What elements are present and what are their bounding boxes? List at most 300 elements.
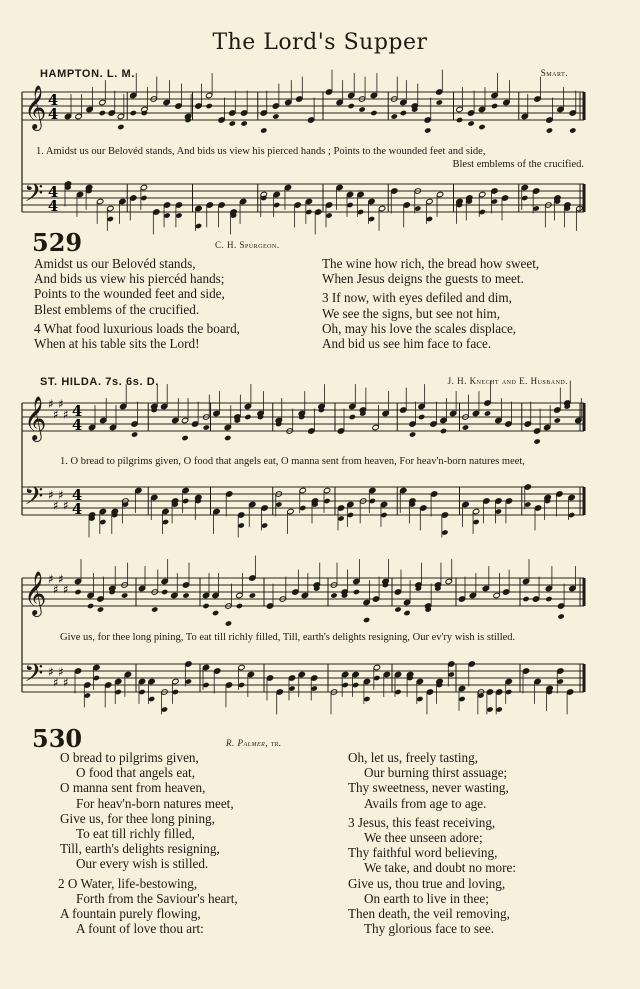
note-head: [363, 617, 370, 623]
time-signature-top: 4: [72, 403, 83, 420]
note-head: [205, 92, 212, 98]
note-head: [478, 106, 485, 112]
note-head: [172, 417, 179, 423]
note-head: [409, 421, 416, 427]
note-head: [534, 505, 541, 511]
verse-line: Our every wish is stilled.: [76, 856, 209, 872]
note-head: [240, 120, 247, 126]
note-head: [330, 592, 337, 598]
note-head: [449, 410, 456, 416]
note-head: [117, 124, 124, 130]
note-head: [214, 668, 221, 674]
note-head: [175, 202, 182, 208]
note-head: [172, 689, 179, 695]
note-head: [420, 505, 427, 511]
verse-line: O manna sent from heaven,: [60, 780, 206, 796]
note-head: [545, 596, 552, 602]
note-head: [337, 505, 344, 511]
note-head: [161, 578, 168, 584]
note-head: [284, 184, 291, 190]
note-head: [225, 620, 232, 626]
verse-line: Give us, thou true and loving,: [348, 875, 506, 891]
note-head: [75, 113, 82, 119]
note-head: [556, 491, 563, 497]
note-head: [543, 424, 550, 430]
note-head: [97, 596, 104, 602]
verse-line: Oh, let us, freely tasting,: [348, 750, 479, 765]
note-head: [495, 417, 502, 423]
note-head: [566, 689, 573, 695]
note-head: [479, 209, 486, 215]
note-head: [426, 689, 433, 695]
verse-line: We take, and doubt no more:: [364, 860, 517, 876]
note-head: [505, 678, 512, 684]
note-head: [120, 403, 127, 409]
verse-line: Our burning thirst assuage;: [364, 765, 508, 781]
note-head: [522, 668, 529, 674]
note-head: [554, 417, 561, 423]
interlinear-lyric-continued: Blest emblems of the crucified.: [452, 159, 584, 170]
note-head: [491, 198, 498, 204]
note-head: [416, 696, 423, 702]
note-head: [532, 188, 539, 194]
verse-line: O bread to pilgrims given,: [60, 750, 199, 765]
note-head: [373, 664, 380, 670]
note-head: [380, 512, 387, 518]
note-head: [378, 205, 385, 211]
note-head: [409, 431, 416, 437]
note-head: [469, 592, 476, 598]
note-head: [568, 494, 575, 500]
note-head: [135, 487, 142, 493]
note-head: [272, 113, 279, 119]
note-head: [182, 582, 189, 588]
note-head: [218, 117, 225, 123]
note-head: [244, 403, 251, 409]
note-head: [521, 113, 528, 119]
note-head: [545, 585, 552, 591]
note-head: [236, 592, 243, 598]
note-head: [557, 106, 564, 112]
verse-line: We thee unseen adore;: [364, 830, 483, 846]
note-head: [370, 92, 377, 98]
note-head: [247, 671, 254, 677]
verse-line: 2 O Water, life-bestowing,: [58, 875, 198, 891]
note-head: [238, 512, 245, 518]
note-head: [403, 202, 410, 208]
note-head: [372, 596, 379, 602]
note-head: [87, 592, 94, 598]
note-head: [569, 127, 576, 133]
note-head: [213, 410, 220, 416]
note-head: [462, 501, 469, 507]
note-head: [467, 120, 474, 126]
note-head: [182, 487, 189, 493]
note-head: [400, 407, 407, 413]
note-head: [524, 421, 531, 427]
note-head: [575, 417, 582, 423]
note-head: [495, 706, 502, 712]
author-credit: R. Palmer, tr.: [226, 738, 282, 748]
note-head: [93, 664, 100, 670]
tune-name-st-hilda: ST. HILDA. 7s. 6s. D.: [40, 376, 159, 388]
note-head: [353, 589, 360, 595]
note-head: [391, 113, 398, 119]
note-head: [462, 424, 469, 430]
verse-line: Points to the wounded feet and side,: [34, 286, 225, 302]
note-head: [363, 696, 370, 702]
note-head: [140, 195, 147, 201]
note-head: [276, 689, 283, 695]
note-head: [299, 487, 306, 493]
note-head: [503, 99, 510, 105]
key-sharp: ♯: [63, 675, 69, 690]
note-head: [97, 606, 104, 612]
note-head: [130, 110, 137, 116]
note-head: [424, 127, 431, 133]
note-head: [323, 498, 330, 504]
note-head: [349, 403, 356, 409]
note-head: [87, 603, 94, 609]
key-sharp: ♯: [53, 675, 59, 690]
note-head: [131, 431, 138, 437]
note-head: [161, 589, 168, 595]
note-head: [119, 198, 126, 204]
note-head: [162, 508, 169, 514]
note-head: [229, 110, 236, 116]
note-head: [400, 110, 407, 116]
note-head: [171, 592, 178, 598]
time-signature-top: 4: [48, 184, 59, 201]
note-head: [502, 589, 509, 595]
note-head: [373, 675, 380, 681]
note-head: [546, 117, 553, 123]
note-head: [495, 498, 502, 504]
key-sharp: ♯: [58, 487, 64, 502]
note-head: [240, 110, 247, 116]
note-head: [532, 205, 539, 211]
verse-line: Blest emblems of the crucified.: [34, 301, 200, 317]
note-head: [238, 682, 245, 688]
note-head: [448, 671, 455, 677]
note-head: [115, 689, 122, 695]
note-head: [440, 417, 447, 423]
note-head: [441, 512, 448, 518]
verse-line: 3 If now, with eyes defiled and dim,: [322, 290, 512, 306]
note-head: [124, 671, 131, 677]
interlinear-lyric-2: Give us, for thee long pining, To eat till richly filled, Till, earth's delights resigning, Our ev'ry wish is stilled.: [60, 632, 516, 643]
note-head: [347, 501, 354, 507]
note-head: [202, 592, 209, 598]
note-head: [261, 522, 268, 528]
verse-line: Thy sweetness, never wasting,: [348, 780, 509, 796]
note-head: [400, 487, 407, 493]
verse-line: Then death, the veil removing,: [348, 906, 510, 922]
note-head: [224, 424, 231, 430]
note-head: [363, 678, 370, 684]
note-head: [557, 668, 564, 674]
note-head: [346, 191, 353, 197]
note-head: [524, 484, 531, 490]
verse-line: Forth from the Saviour's heart,: [76, 890, 238, 906]
note-head: [195, 205, 202, 211]
key-sharp: ♯: [58, 664, 64, 679]
note-head: [557, 613, 564, 619]
note-head: [151, 606, 158, 612]
note-head: [224, 435, 231, 441]
note-head: [138, 689, 145, 695]
note-head: [308, 428, 315, 434]
note-head: [491, 188, 498, 194]
note-head: [467, 110, 474, 116]
note-head: [115, 678, 122, 684]
note-head: [74, 668, 81, 674]
note-head: [138, 585, 145, 591]
note-head: [363, 599, 370, 605]
note-head: [472, 410, 479, 416]
note-head: [576, 205, 583, 211]
note-head: [185, 678, 192, 684]
note-head: [76, 191, 83, 197]
note-head: [482, 585, 489, 591]
note-head: [505, 498, 512, 504]
verse-line: Oh, may his love the scales displace,: [322, 320, 517, 336]
note-head: [163, 99, 170, 105]
note-head: [323, 487, 330, 493]
note-head: [272, 103, 279, 109]
note-head: [99, 99, 106, 105]
note-head: [436, 191, 443, 197]
note-head: [369, 498, 376, 504]
note-head: [441, 529, 448, 535]
composer-credit: Smart.: [540, 68, 568, 78]
note-head: [249, 575, 256, 581]
treble-staff: [22, 92, 584, 120]
note-head: [238, 522, 245, 528]
interlinear-lyric-1: 1. O bread to pilgrims given, O food that angels eat, O manna sent from heaven, For heav'n-born natures meet,: [60, 456, 525, 467]
note-head: [93, 675, 100, 681]
note-head: [456, 106, 463, 112]
note-head: [352, 671, 359, 677]
note-head: [130, 92, 137, 98]
note-head: [472, 519, 479, 525]
verse-line: And bid us see him face to face.: [322, 336, 492, 352]
note-head: [522, 596, 529, 602]
note-head: [273, 191, 280, 197]
note-head: [440, 428, 447, 434]
note-head: [533, 438, 540, 444]
verse-line: The wine how rich, the bread how sweet,: [322, 256, 540, 271]
verses-right: [322, 256, 539, 351]
note-head: [244, 414, 251, 420]
note-head: [74, 589, 81, 595]
note-head: [458, 685, 465, 691]
note-head: [307, 117, 314, 123]
note-head: [96, 198, 103, 204]
note-head: [403, 610, 410, 616]
composer-credit: J. H. Knecht and E. Husband.: [447, 376, 568, 386]
note-head: [325, 202, 332, 208]
note-head: [175, 212, 182, 218]
verse-line: Thy glorious face to see.: [364, 921, 495, 937]
note-head: [430, 491, 437, 497]
note-head: [273, 202, 280, 208]
note-head: [249, 501, 256, 507]
note-head: [445, 578, 452, 584]
note-head: [557, 603, 564, 609]
key-sharp: ♯: [48, 664, 54, 679]
note-head: [336, 184, 343, 190]
note-head: [522, 578, 529, 584]
note-head: [458, 696, 465, 702]
note-head: [394, 689, 401, 695]
note-head: [491, 103, 498, 109]
note-head: [99, 519, 106, 525]
note-head: [181, 435, 188, 441]
note-head: [100, 417, 107, 423]
note-head: [191, 421, 198, 427]
note-head: [239, 198, 246, 204]
note-head: [266, 675, 273, 681]
note-head: [357, 191, 364, 197]
note-head: [305, 198, 312, 204]
note-head: [181, 417, 188, 423]
note-head: [161, 706, 168, 712]
verse-line: Thy faithful word believing,: [348, 845, 498, 861]
note-head: [212, 592, 219, 598]
verse-line: And bids us view his piercéd hands;: [34, 271, 225, 287]
interlinear-lyric: 1. Amidst us our Belovéd stands, And bids us view his pierced hands ; Points to the wounded feet and side,: [36, 146, 486, 157]
note-head: [491, 92, 498, 98]
note-head: [229, 120, 236, 126]
note-head: [84, 682, 91, 688]
note-head: [370, 110, 377, 116]
note-head: [86, 106, 93, 112]
verse-line: When Jesus deigns the guests to meet.: [322, 271, 524, 287]
note-head: [238, 664, 245, 670]
note-head: [148, 696, 155, 702]
note-head: [225, 682, 232, 688]
note-head: [203, 424, 210, 430]
note-head: [88, 424, 95, 430]
key-sharp: ♯: [63, 498, 69, 513]
note-head: [185, 661, 192, 667]
note-head: [524, 501, 531, 507]
note-head: [148, 678, 155, 684]
note-head: [261, 505, 268, 511]
verses-right: [348, 750, 516, 936]
note-head: [352, 682, 359, 688]
note-head: [163, 212, 170, 218]
note-head: [418, 414, 425, 420]
note-head: [403, 599, 410, 605]
note-head: [311, 675, 318, 681]
time-signature-bottom: 4: [72, 501, 83, 518]
note-head: [298, 671, 305, 677]
hymn-number: 530: [32, 724, 83, 753]
time-signature-bottom: 4: [72, 417, 83, 434]
note-head: [394, 589, 401, 595]
note-head: [140, 184, 147, 190]
note-head: [533, 428, 540, 434]
note-head: [380, 501, 387, 507]
note-head: [249, 592, 256, 598]
key-sharp: ♯: [48, 396, 54, 411]
note-head: [382, 410, 389, 416]
note-head: [99, 508, 106, 514]
bass-clef: 𝄢: [24, 179, 44, 214]
bass-staff: [22, 184, 584, 212]
note-head: [130, 195, 137, 201]
time-signature-bottom: 4: [48, 198, 59, 215]
note-head: [292, 589, 299, 595]
note-head: [483, 498, 490, 504]
note-head: [546, 127, 553, 133]
note-head: [64, 113, 71, 119]
note-head: [448, 661, 455, 667]
note-head: [301, 592, 308, 598]
verses-left: [60, 750, 238, 936]
note-head: [426, 216, 433, 222]
treble-clef: 𝄞: [24, 396, 47, 440]
note-head: [337, 428, 344, 434]
note-head: [105, 682, 112, 688]
note-head: [131, 421, 138, 427]
note-head: [117, 113, 124, 119]
note-head: [202, 682, 209, 688]
verse-line: O food that angels eat,: [76, 765, 196, 781]
note-head: [358, 106, 365, 112]
verse-line: A fount of love thou art:: [76, 921, 204, 937]
time-signature-bottom: 4: [48, 106, 59, 123]
note-head: [107, 216, 114, 222]
note-head: [260, 127, 267, 133]
time-signature-top: 4: [72, 487, 83, 504]
note-head: [416, 678, 423, 684]
note-head: [341, 682, 348, 688]
note-head: [336, 99, 343, 105]
note-head: [458, 596, 465, 602]
note-head: [153, 209, 160, 215]
note-head: [557, 678, 564, 684]
note-head: [348, 103, 355, 109]
note-head: [314, 209, 321, 215]
note-head: [418, 403, 425, 409]
note-head: [182, 498, 189, 504]
time-signature-top: 4: [48, 92, 59, 109]
note-head: [337, 515, 344, 521]
note-head: [107, 205, 114, 211]
note-head: [162, 519, 169, 525]
note-head: [368, 216, 375, 222]
verse-line: Till, earth's delights resigning,: [60, 841, 220, 857]
note-head: [202, 603, 209, 609]
note-head: [394, 671, 401, 677]
key-sharp: ♯: [63, 582, 69, 597]
note-head: [353, 578, 360, 584]
note-head: [202, 664, 209, 670]
note-head: [236, 603, 243, 609]
note-head: [495, 689, 502, 695]
note-head: [138, 678, 145, 684]
verse-line: When at his table sits the Lord!: [34, 336, 200, 352]
note-head: [400, 99, 407, 105]
note-head: [305, 209, 312, 215]
note-head: [347, 512, 354, 518]
note-head: [486, 706, 493, 712]
note-head: [299, 505, 306, 511]
author-credit: C. H. Spurgeon.: [215, 240, 280, 250]
